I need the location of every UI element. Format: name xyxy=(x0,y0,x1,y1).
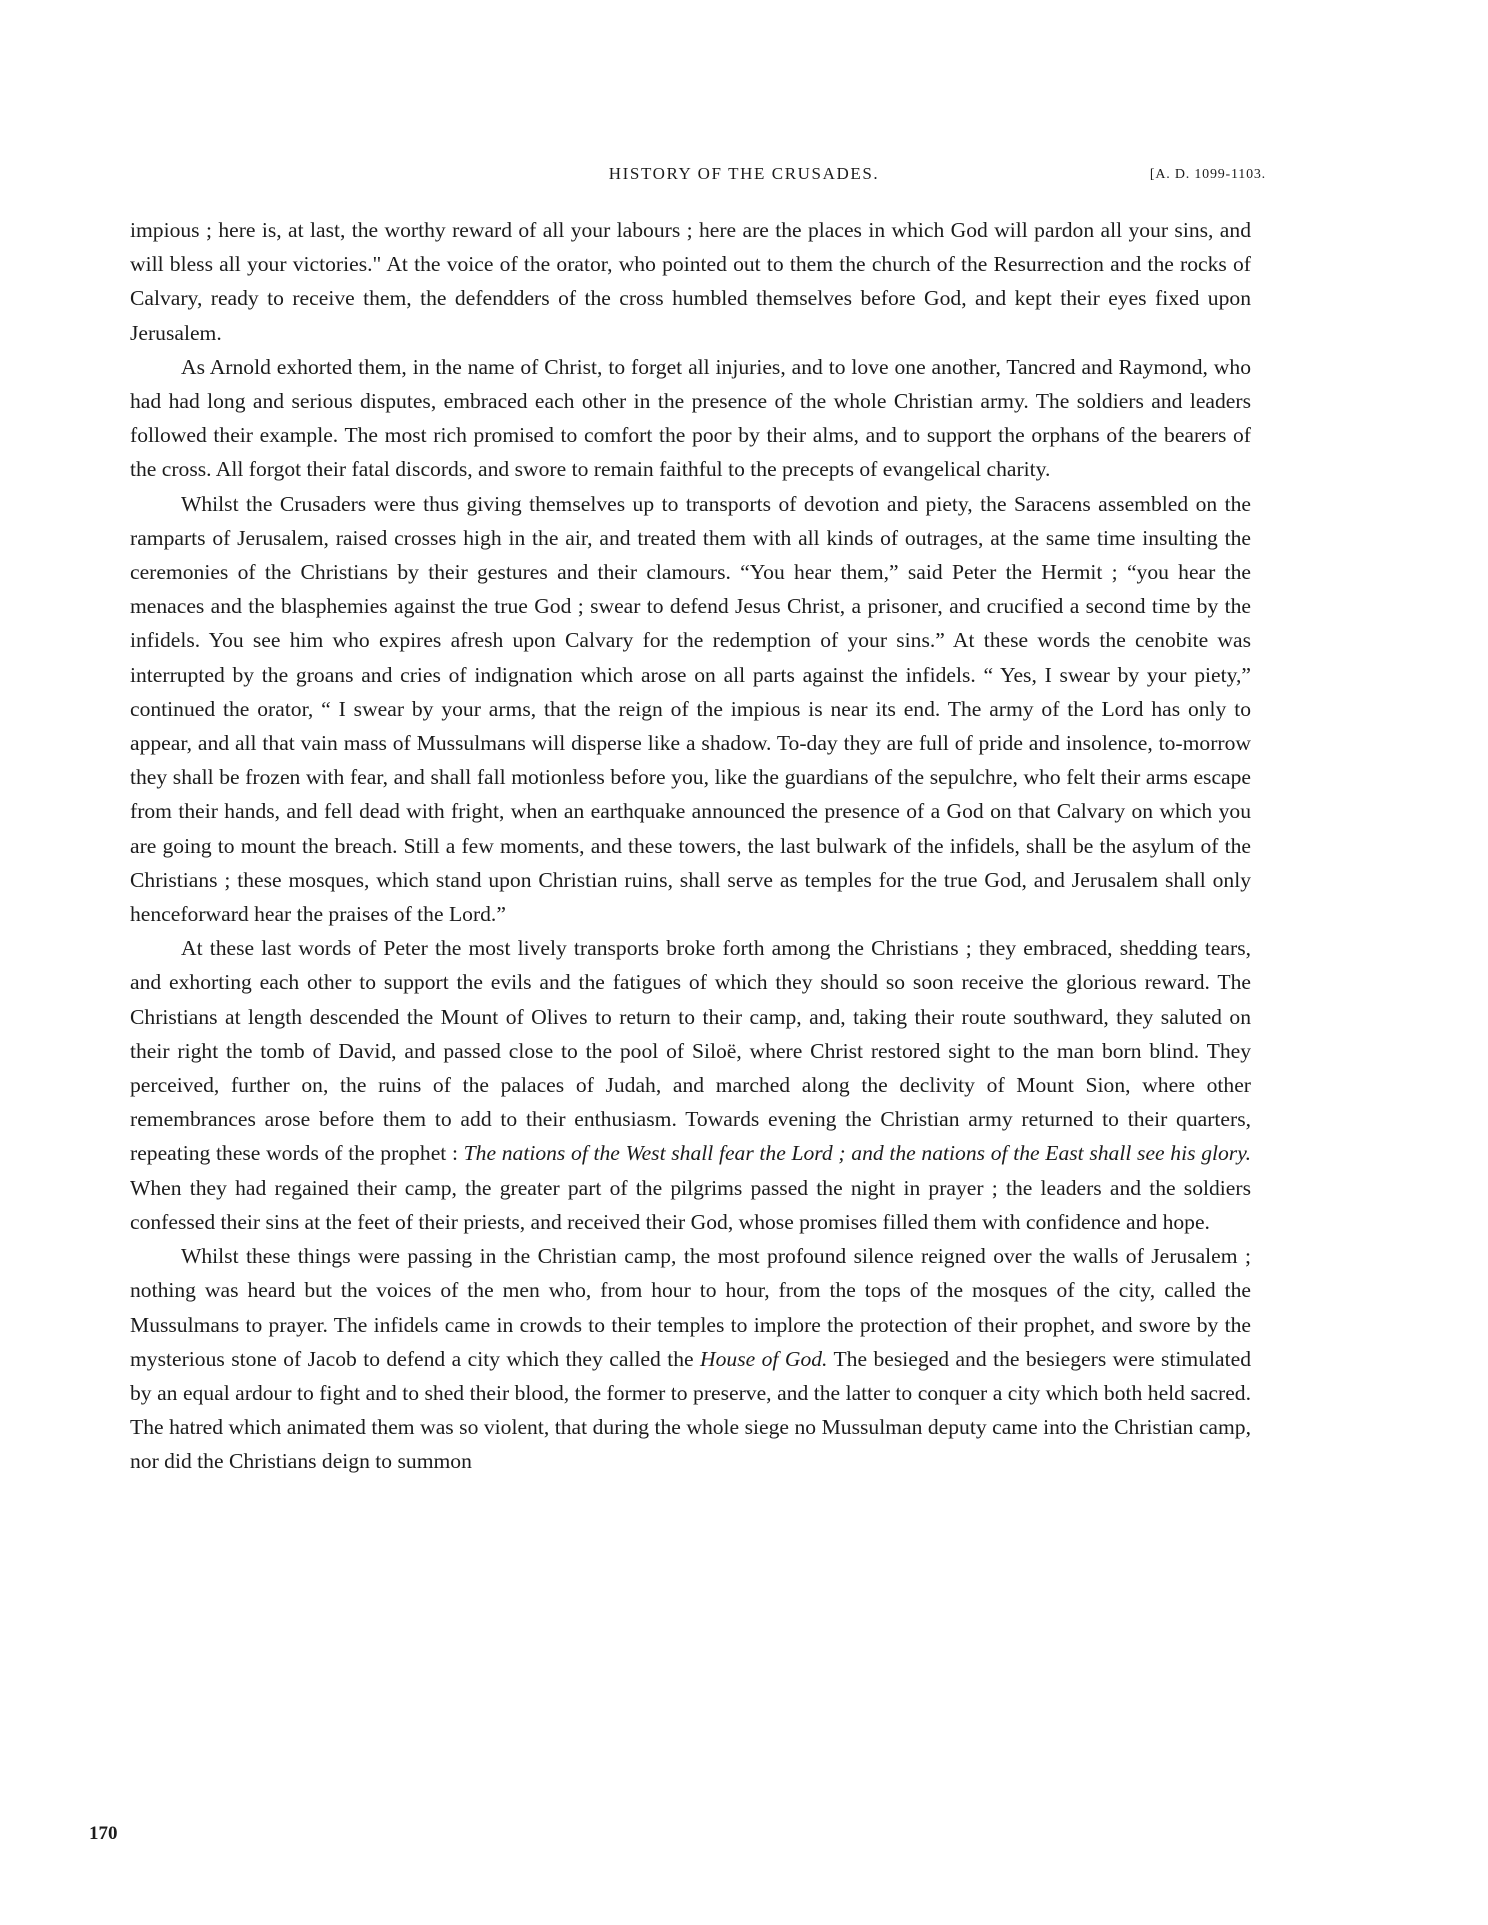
paragraph-text: When they had regained their camp, the greater part of the pilgrims passed the night in prayer ; the leaders and the soldiers confessed their sins at the feet of their priests, and received their God, whose promises filled them with confidence and hope. xyxy=(130,1175,1251,1234)
running-head xyxy=(0,160,1488,190)
paragraph: As Arnold exhorted them, in the name of Christ, to forget all injuries, and to love one another, Tancred and Raymond, who had had long and serious disputes, embraced each other in the presence of the whole Christian army. The soldiers and leaders followed their example. The most rich promised to comfort the poor by their alms, and to support the orphans of the bearers of the cross. All forgot their fatal discords, and swore to remain faithful to the precepts of evangelical charity. xyxy=(130,354,1251,482)
italic-phrase: House of God. xyxy=(700,1346,828,1371)
running-title: HISTORY OF THE CRUSADES. xyxy=(608,164,880,183)
paragraph xyxy=(130,931,1251,1239)
paragraph-text: The besieged and the besiegers were stimulated by an equal ardour to fight and to shed their blood, the former to preserve, and the latter to conquer a city which both held sacred. The hatred which animated them was so violent, that during the whole siege no Mussulman deputy came into the Christian camp, nor did the Christians deign to summon xyxy=(130,1346,1251,1474)
body-text xyxy=(130,213,1251,1479)
paragraph xyxy=(130,1239,1251,1478)
paragraph-text: At these last words of Peter the most lively transports broke forth among the Christians ; they embraced, shedding tears, and exhorting each other to support the evils and the fatigues of which they should so soon receive the glorious reward. The Christians at length descended the Mount of Olives to return to their camp, and, taking their route southward, they saluted on their right the tomb of David, and passed close to the pool of Siloë, where Christ restored sight to the man born blind. They perceived, further on, the ruins of the palaces of Judah, and marched along the declivity of Mount Sion, where other remembrances arose before them to add to their enthusiasm. Towards evening the Christian army returned to their quarters, repeating these words of the prophet : xyxy=(130,936,1251,1166)
page-number: 170 xyxy=(89,1823,118,1844)
paragraph-text: Whilst these things were passing in the Christian camp, the most profound silence reigned over the walls of Jerusalem ; nothing was heard but the voices of the men who, from hour to hour, from the tops of the mosques of the city, called the Mussulmans to prayer. The infidels came in crowds to their temples to implore the protection of their prophet, and swore by the mysterious stone of Jacob to defend a city which they called the xyxy=(130,1244,1251,1371)
paragraph: Whilst the Crusaders were thus giving themselves up to transports of devotion and piety, the Saracens assembled on the ramparts of Jerusalem, raised crosses high in the air, and treated them with all kinds of outrages, at the same time insulting the ceremonies of the Christians by their gestures and their clamours. “You hear them,” said Peter the Hermit ; “you hear the menaces and the blasphemies against the true God ; swear to defend Jesus Christ, a prisoner, and crucified a second time by the infidels. You see him who expires afresh upon Calvary for the redemption of your sins.” At these words the cenobite was interrupted by the groans and cries of indignation which arose on all parts against the infidels. “ Yes, I swear by your piety,” continued the orator, “ I swear by your arms, that the reign of the impious is near its end. The army of the Lord has only to appear, and all that vain mass of Mussulmans will disperse like a shadow. To-day they are full of pride and insolence, to-morrow they shall be frozen with fear, and shall fall motionless before you, like the guardians of the sepulchre, who felt their arms escape from their hands, and fell dead with fright, when an earthquake announced the presence of a God on that Calvary on which you are going to mount the breach. Still a few moments, and these towers, the last bulwark of the infidels, shall be the asylum of the Christians ; these mosques, which stand upon Christian ruins, shall serve as temples for the true God, and Jerusalem shall only henceforward hear the praises of the Lord.” xyxy=(130,491,1251,927)
paragraph: impious ; here is, at last, the worthy reward of all your labours ; here are the places in which God will pardon all your sins, and will bless all your victories." At the voice of the orator, who pointed out to them the church of the Resurrection and the rocks of Calvary, ready to receive them, the defendders of the cross humbled themselves before God, and kept their eyes fixed upon Jerusalem. xyxy=(130,218,1251,345)
prophet-quote: The nations of the West shall fear the Lord ; and the nations of the East shall see his glory. xyxy=(463,1141,1251,1166)
date-range: [A. D. 1099-1103. xyxy=(1149,167,1266,182)
